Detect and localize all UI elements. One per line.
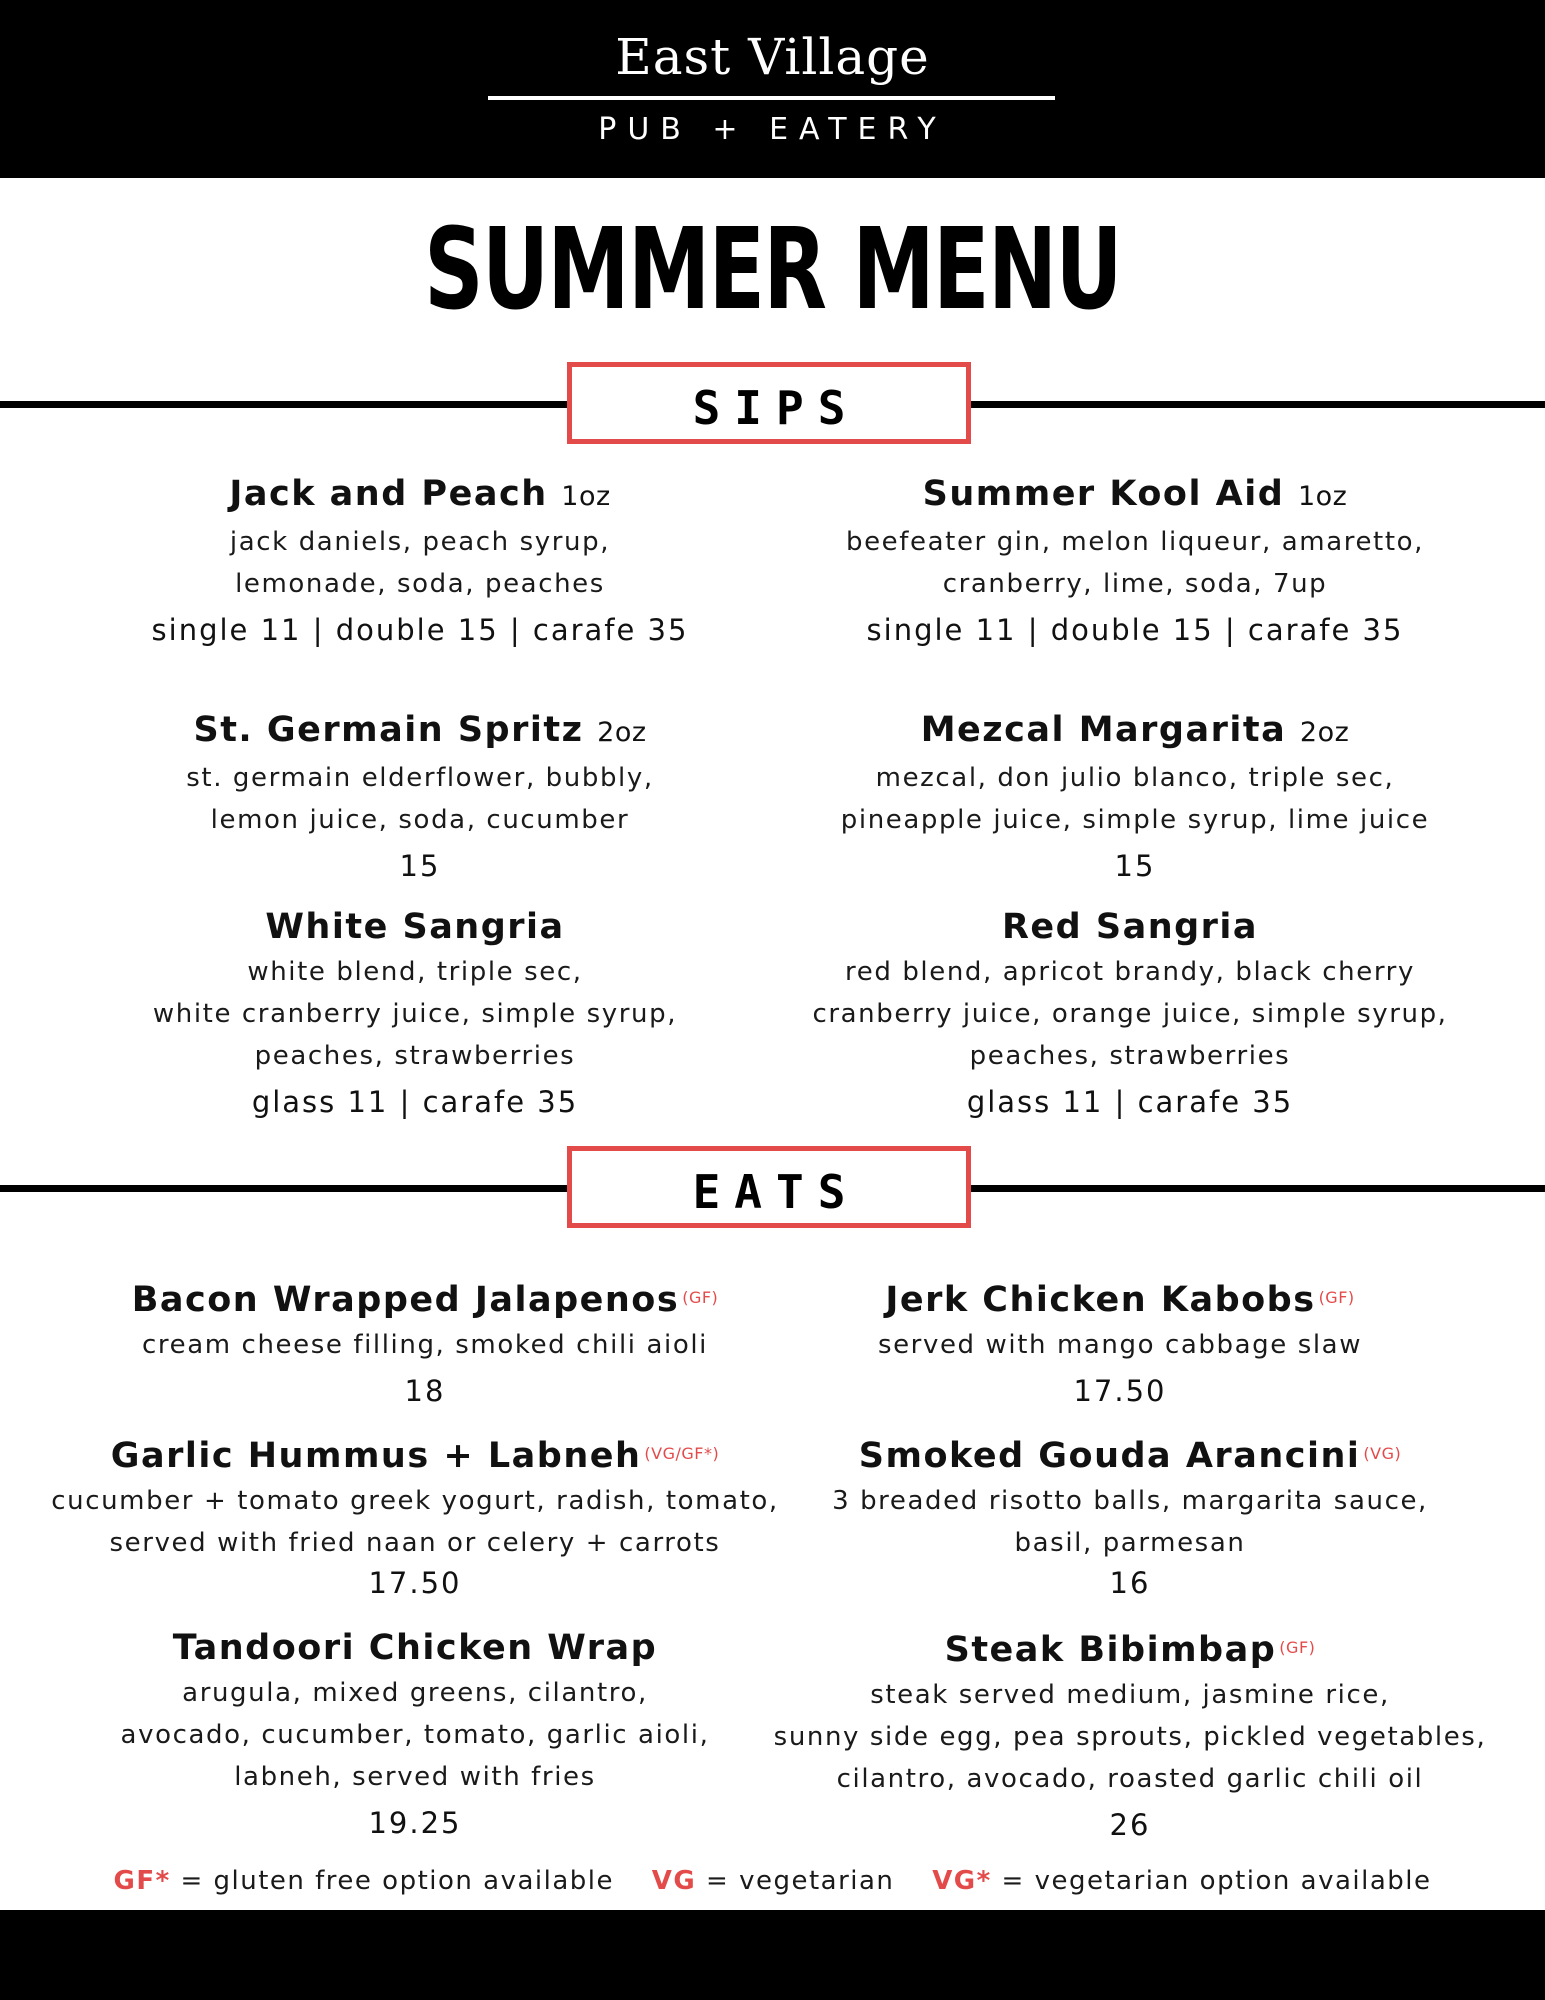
item-price: 18 (404, 1374, 446, 1408)
item-description: mezcal, don julio blanco, triple sec, (875, 763, 1395, 793)
section-rule-right (968, 1185, 1545, 1192)
legend-code: VG (651, 1866, 697, 1896)
item-name: Garlic Hummus + Labneh (110, 1436, 642, 1476)
legend-text: = vegetarian option available (1001, 1866, 1432, 1896)
item-description: labneh, served with fries (234, 1762, 596, 1792)
item-description: jack daniels, peach syrup, (229, 527, 611, 557)
item-size: 2oz (1299, 717, 1350, 748)
item-description: cranberry, lime, soda, 7up (942, 569, 1328, 599)
menu-item (765, 903, 1495, 1125)
menu-item (765, 1430, 1495, 1606)
item-description: 3 breaded risotto balls, margarita sauce, (832, 1486, 1428, 1516)
legend-text: = vegetarian (706, 1866, 895, 1896)
item-size: 2oz (597, 717, 647, 748)
item-description: white cranberry juice, simple syrup, (152, 999, 678, 1029)
item-description: served with mango cabbage slaw (877, 1330, 1363, 1360)
menu-item (55, 706, 785, 889)
item-description: served with fried naan or celery + carrots (109, 1528, 721, 1558)
item-description: beefeater gin, melon liqueur, amaretto, (845, 527, 1425, 557)
item-description: avocado, cucumber, tomato, garlic aioli, (120, 1720, 710, 1750)
item-size: 1oz (561, 481, 611, 512)
dietary-tag: (GF) (1318, 1288, 1355, 1307)
legend-code: VG* (932, 1866, 992, 1896)
item-description: cilantro, avocado, roasted garlic chili oil (836, 1764, 1424, 1794)
item-price: single 11 | double 15 | carafe 35 (151, 613, 689, 647)
legend-entry (652, 1866, 895, 1896)
dietary-legend (0, 1866, 1545, 1896)
menu-item (770, 470, 1500, 653)
brand-divider (488, 96, 1055, 100)
menu-title: SUMMER MENU (424, 205, 1121, 335)
item-name: Smoked Gouda Arancini (858, 1436, 1361, 1476)
item-name: St. Germain Spritz (193, 710, 584, 750)
menu-item (50, 1430, 780, 1606)
item-price: 16 (1109, 1566, 1151, 1600)
sips-section-header (567, 362, 971, 444)
item-name: Jerk Chicken Kabobs (885, 1280, 1316, 1320)
item-price: 17.50 (368, 1566, 462, 1600)
item-name: Tandoori Chicken Wrap (172, 1628, 658, 1668)
item-description: pineapple juice, simple syrup, lime juice (840, 805, 1430, 835)
item-name: Bacon Wrapped Jalapenos (131, 1280, 680, 1320)
menu-item (50, 903, 780, 1125)
item-description: peaches, strawberries (969, 1041, 1291, 1071)
brand-subtitle: PUB + EATERY (598, 112, 947, 147)
menu-item (755, 1274, 1485, 1414)
item-description: basil, parmesan (1014, 1528, 1246, 1558)
brand-name: East Village (615, 28, 930, 86)
dietary-tag: (VG) (1363, 1444, 1402, 1463)
header-bar (0, 0, 1545, 178)
legend-entry (932, 1866, 1431, 1896)
item-price: glass 11 | carafe 35 (251, 1085, 579, 1119)
footer-bar (0, 1910, 1545, 2000)
item-description: sunny side egg, pea sprouts, pickled vegetables, (773, 1722, 1487, 1752)
item-description: lemon juice, soda, cucumber (210, 805, 630, 835)
item-name: Steak Bibimbap (944, 1630, 1277, 1670)
menu-item (770, 706, 1500, 889)
item-description: cream cheese filling, smoked chili aioli (142, 1330, 708, 1360)
item-price: 15 (399, 849, 441, 883)
menu-item (60, 1274, 790, 1414)
dietary-tag: (VG/GF*) (644, 1444, 720, 1463)
dietary-tag: (GF) (1279, 1638, 1316, 1657)
item-price: 26 (1109, 1808, 1151, 1842)
item-description: arugula, mixed greens, cilantro, (182, 1678, 648, 1708)
section-rule-left (0, 401, 570, 408)
item-name: Red Sangria (1001, 907, 1259, 947)
item-name: Summer Kool Aid (922, 474, 1285, 514)
sips-label: SIPS (692, 381, 860, 435)
legend-code: GF* (113, 1866, 171, 1896)
item-price: 15 (1114, 849, 1156, 883)
legend-entry (114, 1866, 615, 1896)
section-rule-right (968, 401, 1545, 408)
item-description: peaches, strawberries (254, 1041, 576, 1071)
section-rule-left (0, 1185, 570, 1192)
item-name: White Sangria (265, 907, 565, 947)
dietary-tag: (GF) (682, 1288, 719, 1307)
item-description: white blend, triple sec, (247, 957, 583, 987)
item-description: red blend, apricot brandy, black cherry (845, 957, 1415, 987)
item-size: 1oz (1297, 481, 1348, 512)
menu-item (55, 470, 785, 653)
item-description: st. germain elderflower, bubbly, (186, 763, 654, 793)
legend-text: = gluten free option available (180, 1866, 615, 1896)
item-description: steak served medium, jasmine rice, (870, 1680, 1390, 1710)
item-name: Mezcal Margarita (920, 710, 1287, 750)
item-description: cucumber + tomato greek yogurt, radish, tomato, (51, 1486, 779, 1516)
item-name: Jack and Peach (229, 474, 548, 514)
menu-item (765, 1624, 1495, 1848)
eats-section-header (567, 1146, 971, 1228)
item-price: glass 11 | carafe 35 (966, 1085, 1294, 1119)
item-price: single 11 | double 15 | carafe 35 (866, 613, 1404, 647)
item-price: 17.50 (1073, 1374, 1167, 1408)
item-description: cranberry juice, orange juice, simple syrup, (812, 999, 1448, 1029)
item-price: 19.25 (368, 1806, 462, 1840)
menu-item (50, 1624, 780, 1846)
item-description: lemonade, soda, peaches (235, 569, 605, 599)
eats-label: EATS (692, 1165, 860, 1219)
